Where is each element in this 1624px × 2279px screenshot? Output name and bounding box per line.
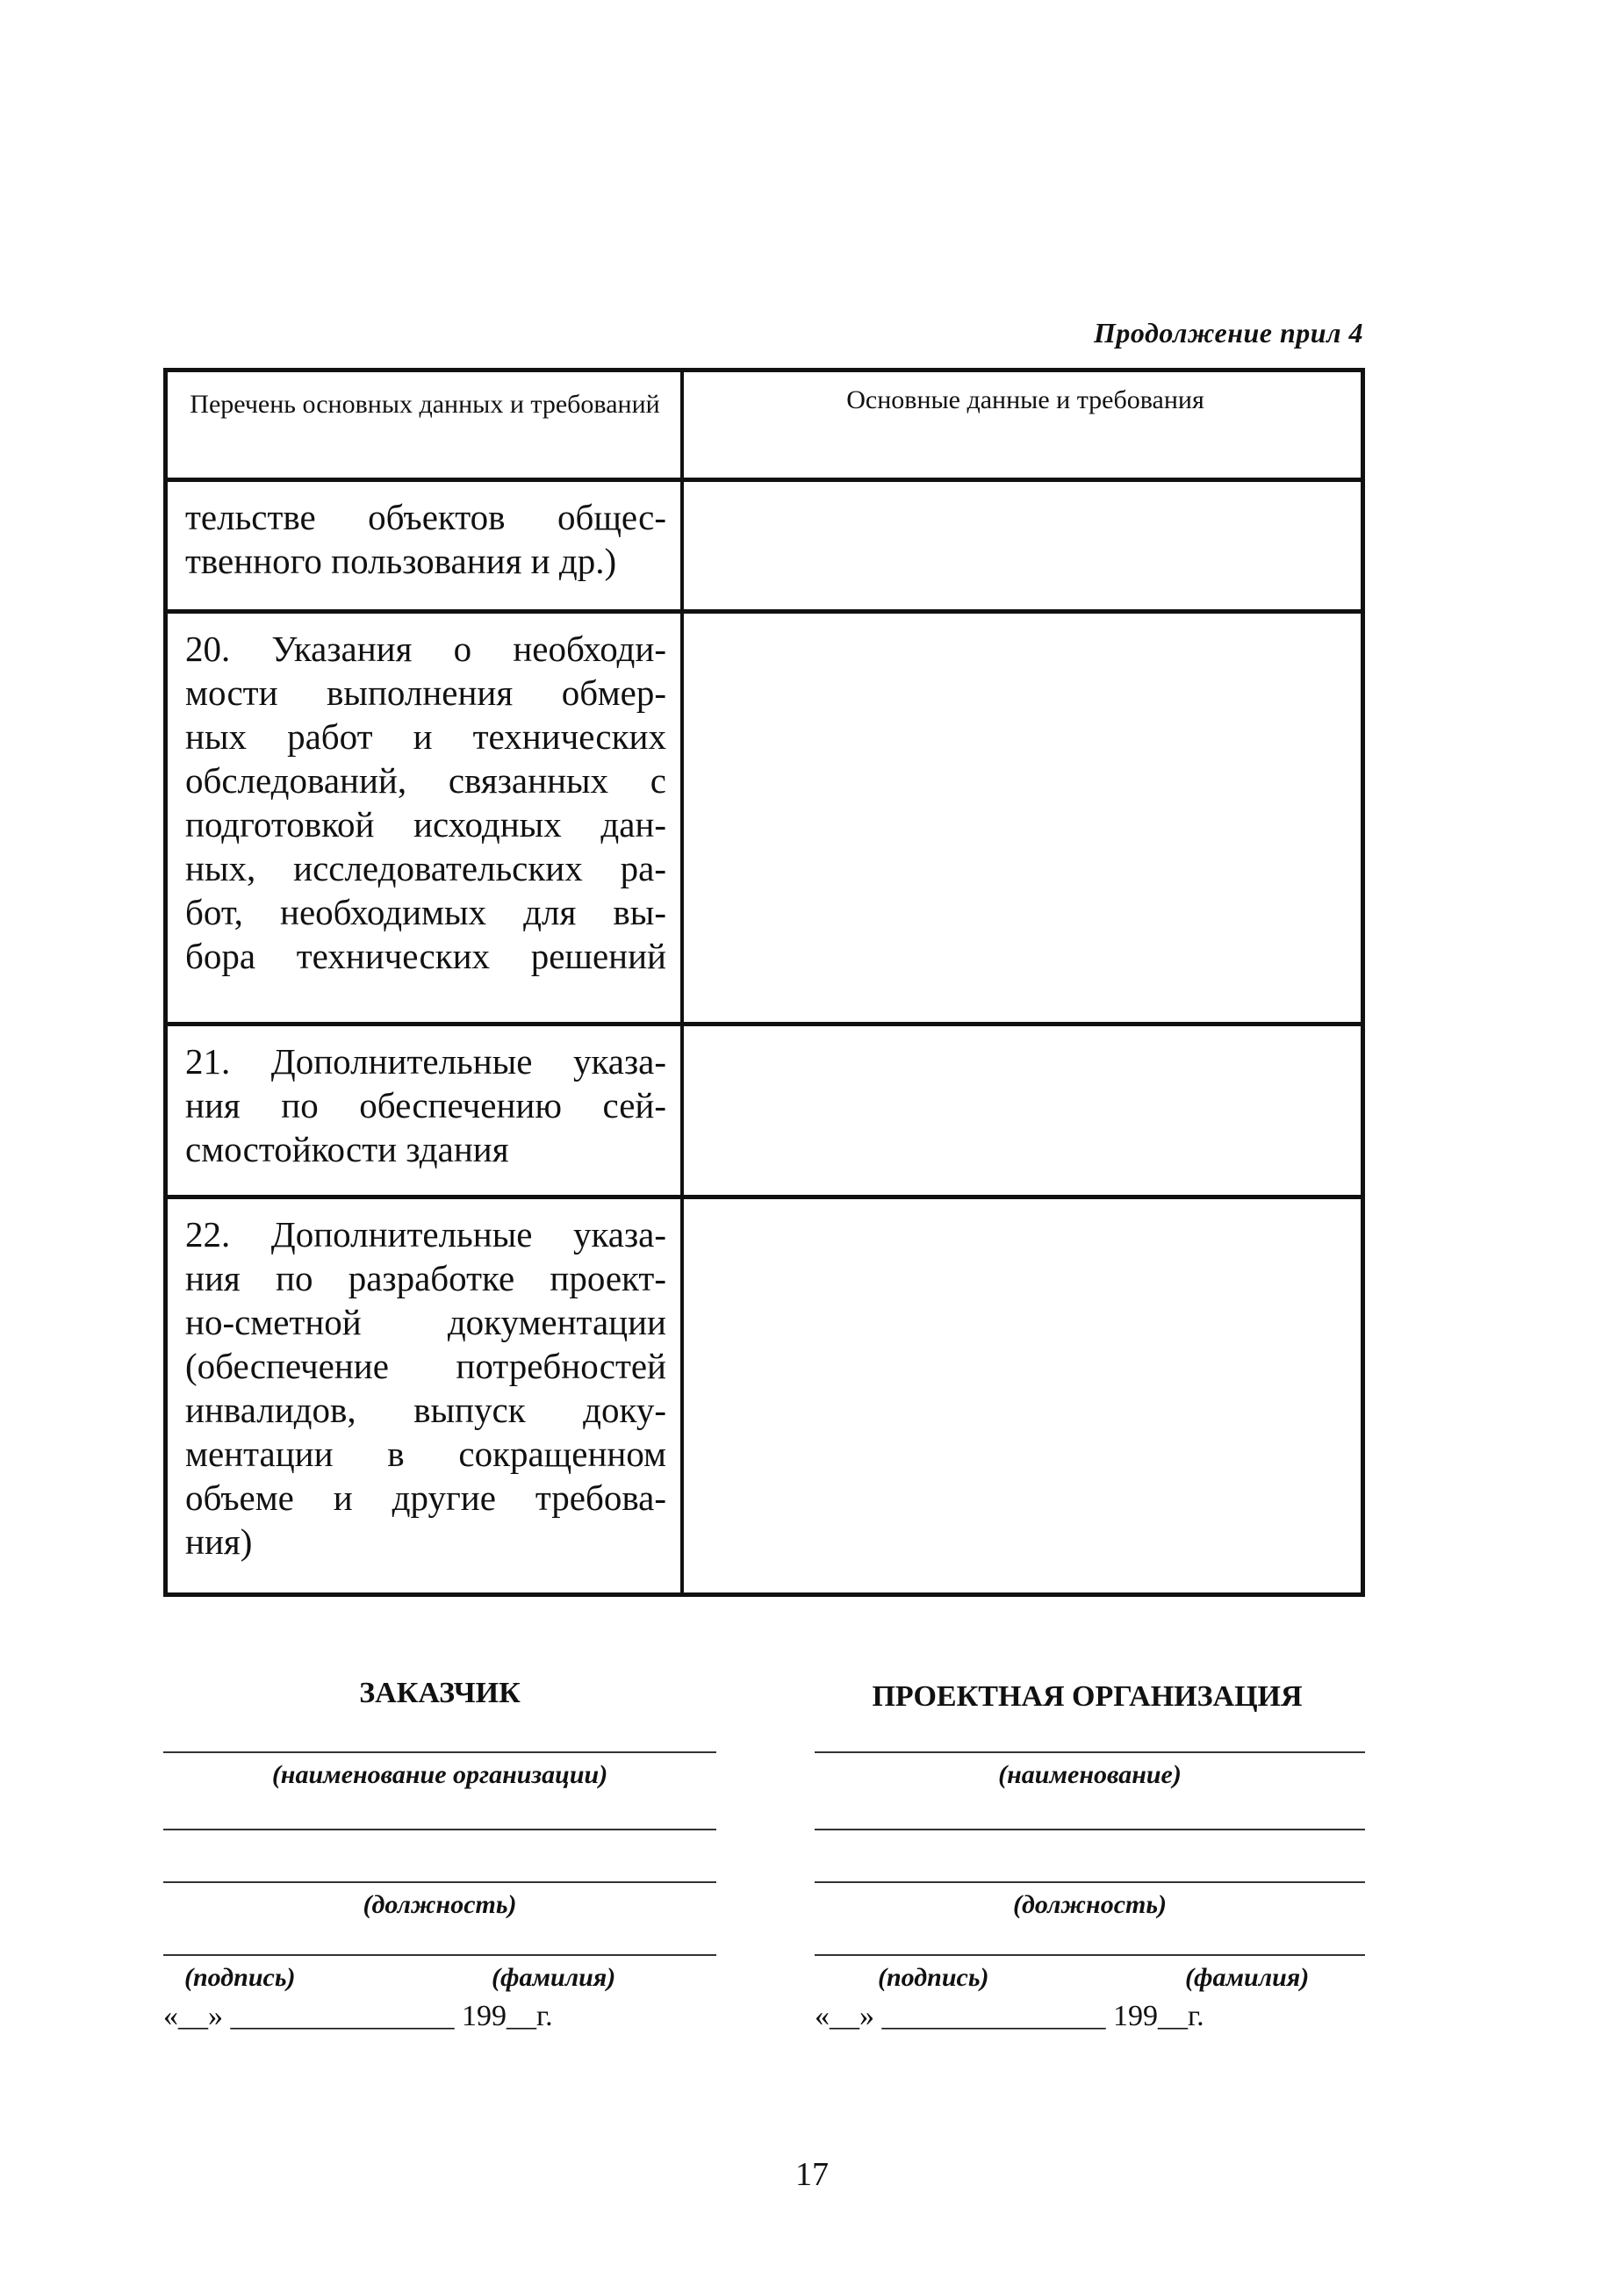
table-row-text [185,1212,666,1564]
customer-title: ЗАКАЗЧИК [359,1677,521,1709]
row-line: 22. Дополнительные указа- [185,1214,666,1255]
table-row-text [185,627,666,978]
position-caption: (должность) [363,1890,517,1919]
table-row-text [185,1039,666,1171]
row-line: бора технических решений [185,936,666,976]
row-line: инвалидов, выпуск доку- [185,1390,666,1430]
org-name-caption: (наименование) [998,1760,1182,1789]
row-line: но-сметной документации [185,1302,666,1342]
row-line: смостойкости здания [185,1129,509,1169]
position-caption: (должность) [1012,1890,1168,1919]
row-divider [168,1195,1361,1199]
table-row-text [185,495,666,583]
row-divider [168,609,1361,614]
page-number: 17 [795,2156,829,2193]
row-line: подготовкой исходных дан- [185,804,666,845]
row-divider [168,478,1361,482]
continuation-label: Продолжение прил 4 [1094,317,1363,349]
surname-caption: (фамилия) [492,1963,616,1992]
requirements-table [163,368,1365,1597]
signature-caption: (подпись) [878,1963,989,1992]
date-line: «__» _______________ 199__г. [163,2000,553,2032]
surname-caption: (фамилия) [1185,1963,1310,1992]
row-line: (обеспечение потребностей [185,1346,666,1386]
row-line: ментации в сокращенном [185,1434,666,1474]
row-line: 21. Дополнительные указа- [185,1041,666,1082]
row-line: ных работ и технических [185,716,666,757]
org-name-caption: (наименование организации) [271,1760,608,1789]
row-line: ных, исследовательских ра- [185,848,666,888]
date-line: «__» _______________ 199__г. [815,2000,1204,2032]
signature-line [163,1954,716,1956]
position-line [163,1881,716,1883]
org-name-line [815,1751,1365,1753]
row-line: твенного пользования и др.) [185,541,617,581]
position-line [815,1881,1365,1883]
blank-line [815,1829,1365,1830]
org-name-line [163,1751,716,1753]
row-line: ния по разработке проект- [185,1258,666,1298]
column-divider [680,372,684,1592]
row-line: тельстве объектов общес- [185,497,666,537]
signature-caption: (подпись) [184,1963,296,1992]
row-line: ния по обеспечению сей- [185,1085,666,1125]
row-line: бот, необходимых для вы- [185,892,666,932]
signature-line [815,1954,1365,1956]
row-line: 20. Указания о необходи- [185,629,666,669]
column-header-data: Основные данные и требования [846,385,1204,414]
blank-line [163,1829,716,1830]
row-line: объеме и другие требова- [185,1477,666,1518]
row-line: мости выполнения обмер- [185,672,666,713]
row-divider [168,1022,1361,1026]
row-line: обследований, связанных с [185,760,666,801]
designer-title: ПРОЕКТНАЯ ОРГАНИЗАЦИЯ [872,1680,1303,1713]
row-line: ния) [185,1521,253,1562]
column-header-list: Перечень основных данных и требований [190,390,660,419]
